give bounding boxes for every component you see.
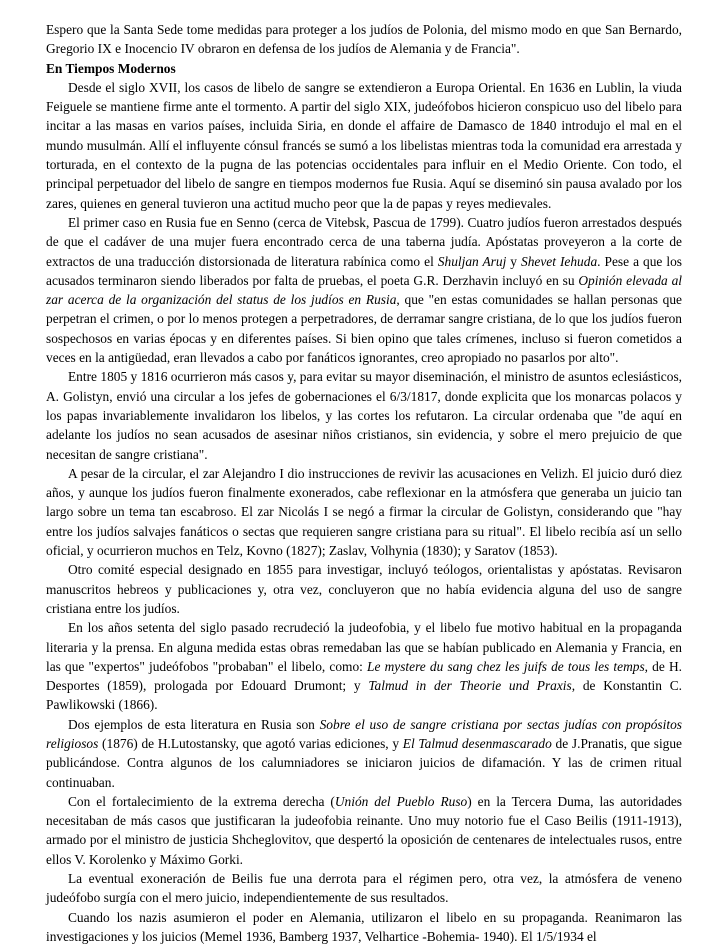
text-run: El primer caso en Rusia fue en Senno (cerca de Vitebsk, Pascua de 1799). Cuatro judíos fueron arrestados después de que el cadáver de una mujer fuera encontrado cerca de una taberna judía. Apóstatas proveyeron a la corte de extractos de una traducción distorsionada de literatura rabínica como el	[46, 214, 682, 269]
text-run: , de Konstantin C. Pawlikowski (1866).	[46, 678, 683, 713]
text-run: Entre 1805 y 1816 ocurrieron más casos y, para evitar su mayor diseminación, el ministro de asuntos eclesiásticos, A. Golistyn, envió una circular a los jefes de gobernaciones el 6/3/1817, donde explicita que los monarcas polacos y los papas invariablemente invalidaron los libelos, y las cortes los refutaron. La circular ordenaba que "de aquí en adelante los judíos no sean acusados de asesinar niños cristianos, sin evidencia, y sobre el mero prejuicio de que necesitan de sangre cristiana".	[46, 369, 682, 462]
section-heading: En Tiempos Modernos	[46, 60, 176, 76]
text-run: ) en la Tercera Duma, las autoridades necesitaban de más casos que justificaran la judeofobia reinante. Uno muy notorio fue el Caso Beilis (1911-1913), armado por el ministro de justicia Shcheglovitov, que despertó la oposición de centenares de intelectuales rusos, entre ellos V. Korolenko y Máximo Gorki.	[46, 793, 682, 867]
text-run: Cuando los nazis asumieron el poder en Alemania, utilizaron el libelo en su propaganda. Reanimaron las investigaciones y los juicios (Memel 1936, Bamberg 1937, Velhartice -Bohemia- 1940). El 1/5/1934 el	[46, 909, 682, 944]
paragraph	[46, 869, 682, 908]
text-run: Espero que la Santa Sede tome medidas para proteger a los judíos de Polonia, del mismo modo en que San Bernardo, Gregorio IX e Inocencio IV obraron en defensa de los judíos de Alemania y de Francia".	[46, 22, 682, 57]
text-run: (1876) de H.Lutostansky, que agotó varias ediciones, y	[98, 735, 403, 751]
italic-title: Opinión elevada al zar acerca de la organización del status de los judíos en Rusia	[46, 272, 683, 308]
paragraph	[46, 213, 682, 367]
paragraph	[46, 78, 682, 213]
paragraph	[46, 715, 682, 792]
text-run: La eventual exoneración de Beilis fue una derrota para el régimen pero, otra vez, la atmósfera de veneno judeófobo surgía con el mero juicio, independientemente de sus resultados.	[46, 871, 682, 906]
text-run: En los años setenta del siglo pasado recrudeció la judeofobia, y el libelo fue motivo habitual en la propaganda literaria y la prensa. En alguna medida estas obras remedaban las que se habían publicado en Alemania y Francia, en las que "expertos" judeófobos "probaban" el libelo, como:	[46, 620, 682, 674]
italic-title: El Talmud desenmascarado	[402, 735, 552, 751]
text-run: . Pese a que los acusados terminaron siendo liberados por falta de pruebas, el poeta G.R. Derzhavin incluyó en su	[46, 253, 682, 288]
text-run: de J.Pranatis, que sigue publicándose. Contra algunos de los calumniadores se iniciaron juicios de difamación. Y las de crimen ritual continuaban.	[46, 735, 682, 790]
text-run: Desde el siglo XVII, los casos de libelo de sangre se extendieron a Europa Oriental. En 1636 en Lublin, la viuda Feiguele se mantiene firme ante el tormento. A partir del siglo XIX, judeófobos hicieron conspicuo uso del libelo para incitar a las masas en varios países, incluida Siria, en donde el affaire de Damasco de 1840 introdujo el mal en el mundo musulmán. Allí el influyente cónsul francés se sumó a los libelistas mientras toda la comunidad era arrestada y torturada, en el contexto de la pugna de las potencias occidentales para influir en el Medio Oriente. Con todo, el principal perpetuador del libelo de sangre en tiempos modernos fue Rusia. Aquí se diseminó sin pausa avalado por los zares, quienes en general tuvieron una actitud mucho peor que la de papas y reyes medievales.	[46, 79, 682, 211]
text-run: y	[506, 253, 522, 269]
text-run: A pesar de la circular, el zar Alejandro I dio instrucciones de revivir las acusaciones en Velizh. El juicio duró diez años, y aunque los judíos fueron finalmente exonerados, cabe reflexionar en la atmósfera que generaba un juicio tan largo sobre un tema tan escabroso. El zar Nicolás I se negó a firmar la circular de Golistyn, considerando que "hay entre los judíos salvajes fanáticos o sectas que requieren sangre cristiana para su ritual". El libelo recibía así un sello oficial, y ocurrieron muchos en Telz, Kovno (1827); Zaslav, Volhynia (1830); y Saratov (1853).	[46, 465, 682, 559]
text-run: , que "en estas comunidades se hallan personas que perpetran el crimen, o por lo menos protegen a perpetradores, de derramar sangre cristiana, de lo que los judíos fueron sospechosos en varias épocas y en diferentes países. Si bien opino que tales crímenes, incluso si fueron cometidos a veces en la antigüedad, eran llevados a cabo por fanáticos ignorantes, creo apropiado no pasarlos por alto".	[46, 292, 682, 366]
italic-title: Shuljan Aruj	[437, 253, 507, 269]
italic-title: Le mystere du sang chez les juifs de tous les temps	[367, 658, 645, 674]
text-run: Con el fortalecimiento de la extrema derecha (	[68, 793, 335, 809]
text-run: Dos ejemplos de esta literatura en Rusia son	[68, 716, 320, 732]
text-run: Otro comité especial designado en 1855 para investigar, incluyó teólogos, orientalistas y apóstatas. Revisaron manuscritos hebreos y publicaciones y, otra vez, concluyeron que no había evidencia alguna del uso de sangre cristiana entre los judíos.	[46, 562, 682, 616]
paragraph	[46, 618, 682, 714]
paragraph	[46, 560, 682, 618]
paragraph	[46, 464, 682, 560]
paragraph	[46, 908, 682, 946]
italic-title: Shevet Iehuda	[521, 253, 598, 269]
italic-title: Sobre el uso de sangre cristiana por sectas judías con propósitos religiosos	[46, 716, 682, 751]
text-run: , de H. Desportes (1859), prologada por Edouard Drumont; y	[46, 658, 682, 694]
paragraph	[46, 367, 682, 463]
paragraph	[46, 20, 682, 59]
italic-title: Talmud in der Theorie und Praxis	[368, 678, 572, 694]
italic-title: Unión del Pueblo Ruso	[334, 793, 468, 809]
paragraph	[46, 792, 682, 869]
